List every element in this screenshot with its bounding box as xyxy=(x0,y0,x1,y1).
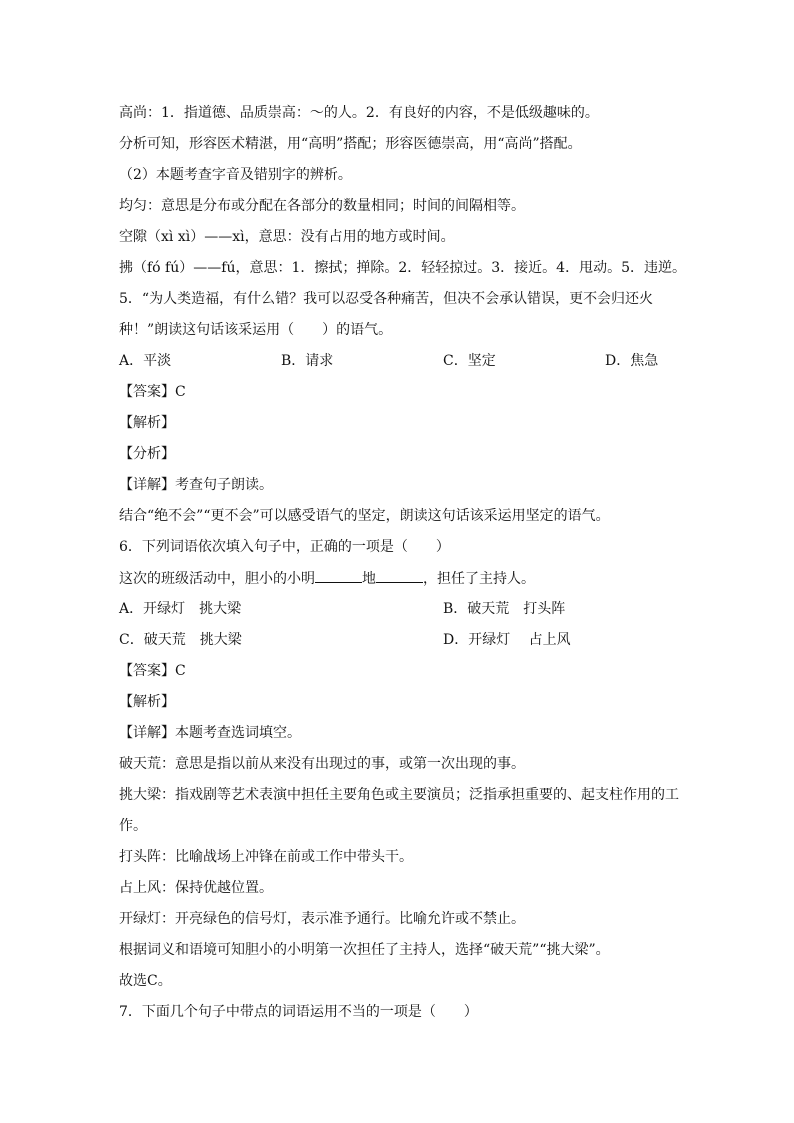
q6-conclusion: 故选C。 xyxy=(119,973,172,989)
q5-fenxi-label: 【分析】 xyxy=(119,446,175,462)
q6-option-c: C．破天荒 挑大梁 xyxy=(119,632,242,648)
q5-answer: 【答案】C xyxy=(119,384,186,400)
q6-xiangjie: 【详解】本题考查选词填空。 xyxy=(119,725,301,741)
q6-option-d: D．开绿灯 占上风 xyxy=(443,632,571,648)
q5-option-a: A．平淡 xyxy=(119,353,172,369)
q5-option-d: D．焦急 xyxy=(605,353,659,369)
question-7: 7．下面几个句子中带点的词语运用不当的一项是（ ） xyxy=(119,1004,478,1020)
q5-option-c: C．坚定 xyxy=(443,353,496,369)
definition-tiaodaliang-line1: 挑大梁：指戏剧等艺术表演中担任主要角色或主要演员；泛指承担重要的、起支柱作用的工 xyxy=(119,787,679,803)
q5-explanation: 结合“绝不会”“更不会”可以感受语气的坚定，朗读这句话该采运用坚定的语气。 xyxy=(119,508,610,524)
q5-xiangjie: 【详解】考查句子朗读。 xyxy=(119,477,273,493)
definition-junyun: 均匀：意思是分布或分配在各部分的数量相同；时间的间隔相等。 xyxy=(119,198,525,214)
q6-sentence-pre: 这次的班级活动中，胆小的小明 xyxy=(119,571,315,587)
subquestion-2: （2）本题考查字音及错别字的辨析。 xyxy=(119,167,352,183)
definition-fu: 拂（fó fú）——fú，意思：1．擦拭；掸除。2．轻轻掠过。3．接近。4．甩动。5．违逆。 xyxy=(119,260,686,276)
q6-sentence-post: ，担任了主持人。 xyxy=(423,571,535,587)
fill-blank-2 xyxy=(376,568,423,583)
q6-option-a: A．开绿灯 挑大梁 xyxy=(119,601,242,617)
question-6: 6．下列词语依次填入句子中，正确的一项是（ ） xyxy=(119,539,450,555)
q6-reasoning: 根据词义和语境可知胆小的小明第一次担任了主持人，选择“破天荒”“挑大梁”。 xyxy=(119,942,610,958)
definition-zhanshangfeng: 占上风：保持优越位置。 xyxy=(119,880,273,896)
question-6-sentence xyxy=(119,568,535,588)
question-6-options-row2 xyxy=(119,630,679,650)
question-5-line1: 5．“为人类造福，有什么错？我可以忍受各种痛苦，但决不会承认错误，更不会归还火 xyxy=(119,291,654,307)
definition-gaoshang: 高尚：1．指道德、品质崇高：～的人。2．有良好的内容，不是低级趣味的。 xyxy=(119,105,599,121)
definition-kongxi: 空隙（xì xì）——xì，意思：没有占用的地方或时间。 xyxy=(119,229,455,245)
question-5-options xyxy=(119,351,679,371)
q6-sentence-mid: 地 xyxy=(362,571,376,587)
analysis-text: 分析可知，形容医术精湛，用“高明”搭配；形容医德崇高，用“高尚”搭配。 xyxy=(119,136,582,152)
q5-jiexi-label: 【解析】 xyxy=(119,415,175,431)
q6-jiexi-label: 【解析】 xyxy=(119,694,175,710)
definition-tiaodaliang-line2: 作。 xyxy=(119,818,147,834)
definition-kailvdeng: 开绿灯：开亮绿色的信号灯，表示准予通行。比喻允许或不禁止。 xyxy=(119,911,525,927)
q6-option-b: B．破天荒 打头阵 xyxy=(443,601,566,617)
question-5-line2: 种！”朗读这句话该采运用（ ）的语气。 xyxy=(119,322,393,338)
definition-potianhuang: 破天荒：意思是指以前从来没有出现过的事，或第一次出现的事。 xyxy=(119,756,525,772)
q5-option-b: B．请求 xyxy=(281,353,334,369)
question-6-options-row1 xyxy=(119,599,679,619)
q6-answer: 【答案】C xyxy=(119,663,186,679)
fill-blank-1 xyxy=(315,568,362,583)
definition-datouzhen: 打头阵：比喻战场上冲锋在前或工作中带头干。 xyxy=(119,849,413,865)
